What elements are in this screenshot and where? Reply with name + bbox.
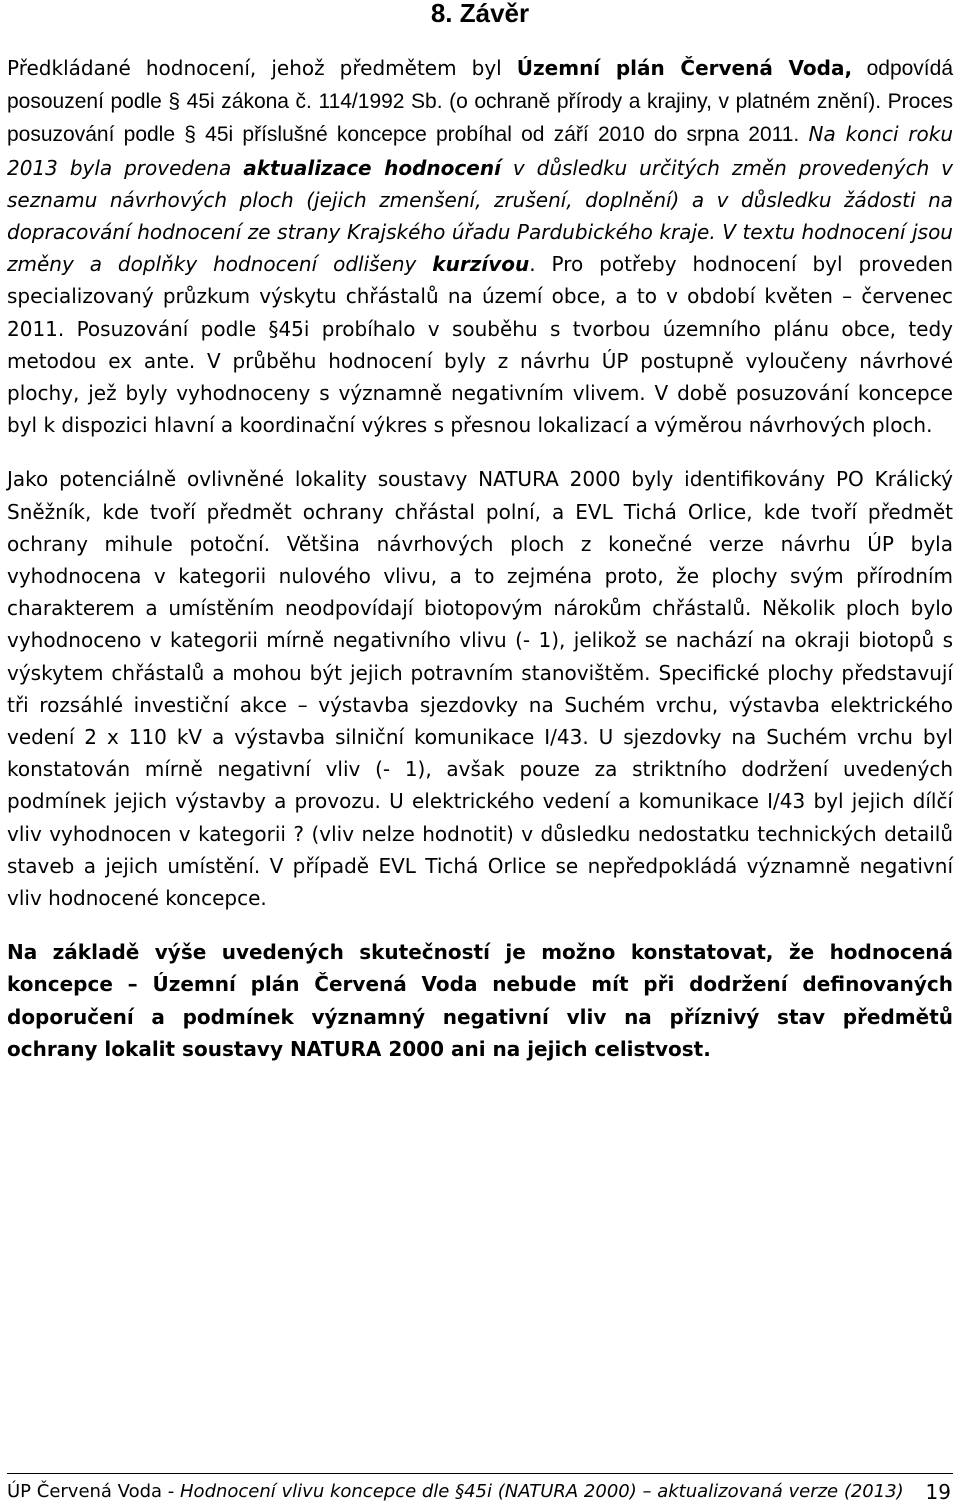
section-heading: 8. Závěr [430,0,530,28]
footer-italic: Hodnocení vlivu koncepce dle §45i (NATURA 2000) – aktualizovaná verze (2013) [180,1481,904,1502]
p1-update-detail: v důsledku určitých změn provedených v seznamu návrhových ploch (jejich zmenšení, zrušení, doplnění) a v důsledku žádosti na dopracování hodnocení ze strany Krajského úřadu Pardubického kraje. V textu hodnocení jsou změny a doplňky hodnocení odlišeny [7,155,954,277]
p1-italic-keyword: kurzívou [432,252,530,277]
page-footer [7,1473,953,1504]
paragraph-conclusion: Na základě výše uvedených skutečností je možno konstatovat, že hodnocená koncepce – Územní plán Červená Voda nebude mít při dodržení definovaných doporučení a podmínek významný negativní vliv na příznivý stav předmětů ochrany lokalit soustavy NATURA 2000 ani na jejich celistvost. [7,940,953,1061]
p1-text-2: odpovídá posouzení podle § 45i zákona č. 114/1992 Sb. (o ochraně přírody a krajiny, v platném znění). Proces posuzování podle § 45i příslušné koncepce probíhal od září 2010 do srpna 2011. [7,57,953,147]
footer-title [7,1480,904,1504]
page-number: 19 [925,1480,951,1504]
p1-update-note: Na konci roku 2013 byla provedena [7,122,953,180]
p1-plan-name: Územní plán Červená Voda, [516,56,853,80]
paragraph-natura: Jako potenciálně ovlivněné lokality soustavy NATURA 2000 byly identifikovány PO Králický Sněžník, kde tvoří předmět ochrany chřástal polní, a EVL Tichá Orlice, kde tvoří předmět ochrany mihule potoční. Většina návrhových ploch z konečné verze návrhu ÚP byla vyhodnocena v kategorii nulového vlivu, a to zejména proto, že plochy svým přírodním charakterem a umístěním neodpovídají biotopovým nárokům chřástalů. Několik ploch bylo vyhodnoceno v kategorii mírně negativního vlivu (- 1), jelikož se nachází na okraji biotopů s výskytem chřástalů a mohou být jejich potravním stanovištěm. Specifické plochy představují tři rozsáhlé investiční akce – výstavba sjezdovky na Suchém vrchu, výstavba elektrického vedení 2 x 110 kV a výstavba silniční komunikace I/43. U sjezdovky na Suchém vrchu byl konstatován mírně negativní vliv (- 1), avšak pouze za striktního dodržení uvedených podmínek jejich výstavby a provozu. U elektrického vedení a komunikace I/43 byl jejich dílčí vliv vyhodnocen v kategorii ? (vliv nelze hodnotit) v důsledku nedostatku technických detailů staveb a jejich umístění. V případě EVL Tichá Orlice se nepředpokládá významně negativní vliv hodnocené koncepce. [7,467,953,911]
p1-text-1: Předkládané hodnocení, jehož předmětem byl [7,56,517,80]
p1-update-emphasis: aktualizace hodnocení [243,155,501,180]
document-body [7,52,953,1065]
p1-text-3: . Pro potřeby hodnocení byl proveden specializovaný průzkum výskytu chřástalů na území obce, a to v období květen – červenec 2011. Posuzování podle §45i probíhalo v souběhu s tvorbou územního plánu obce, tedy metodou ex ante. V průběhu hodnocení byly z návrhu ÚP postupně vyloučeny návrhové plochy, jež byly vyhodnoceny s významně negativním vlivem. V době posuzování koncepce byl k dispozici hlavní a koordinační výkres s přesnou lokalizací a výměrou návrhových ploch. [7,252,954,438]
paragraph-intro [7,52,953,441]
footer-plain: ÚP Červená Voda - [7,1481,181,1502]
